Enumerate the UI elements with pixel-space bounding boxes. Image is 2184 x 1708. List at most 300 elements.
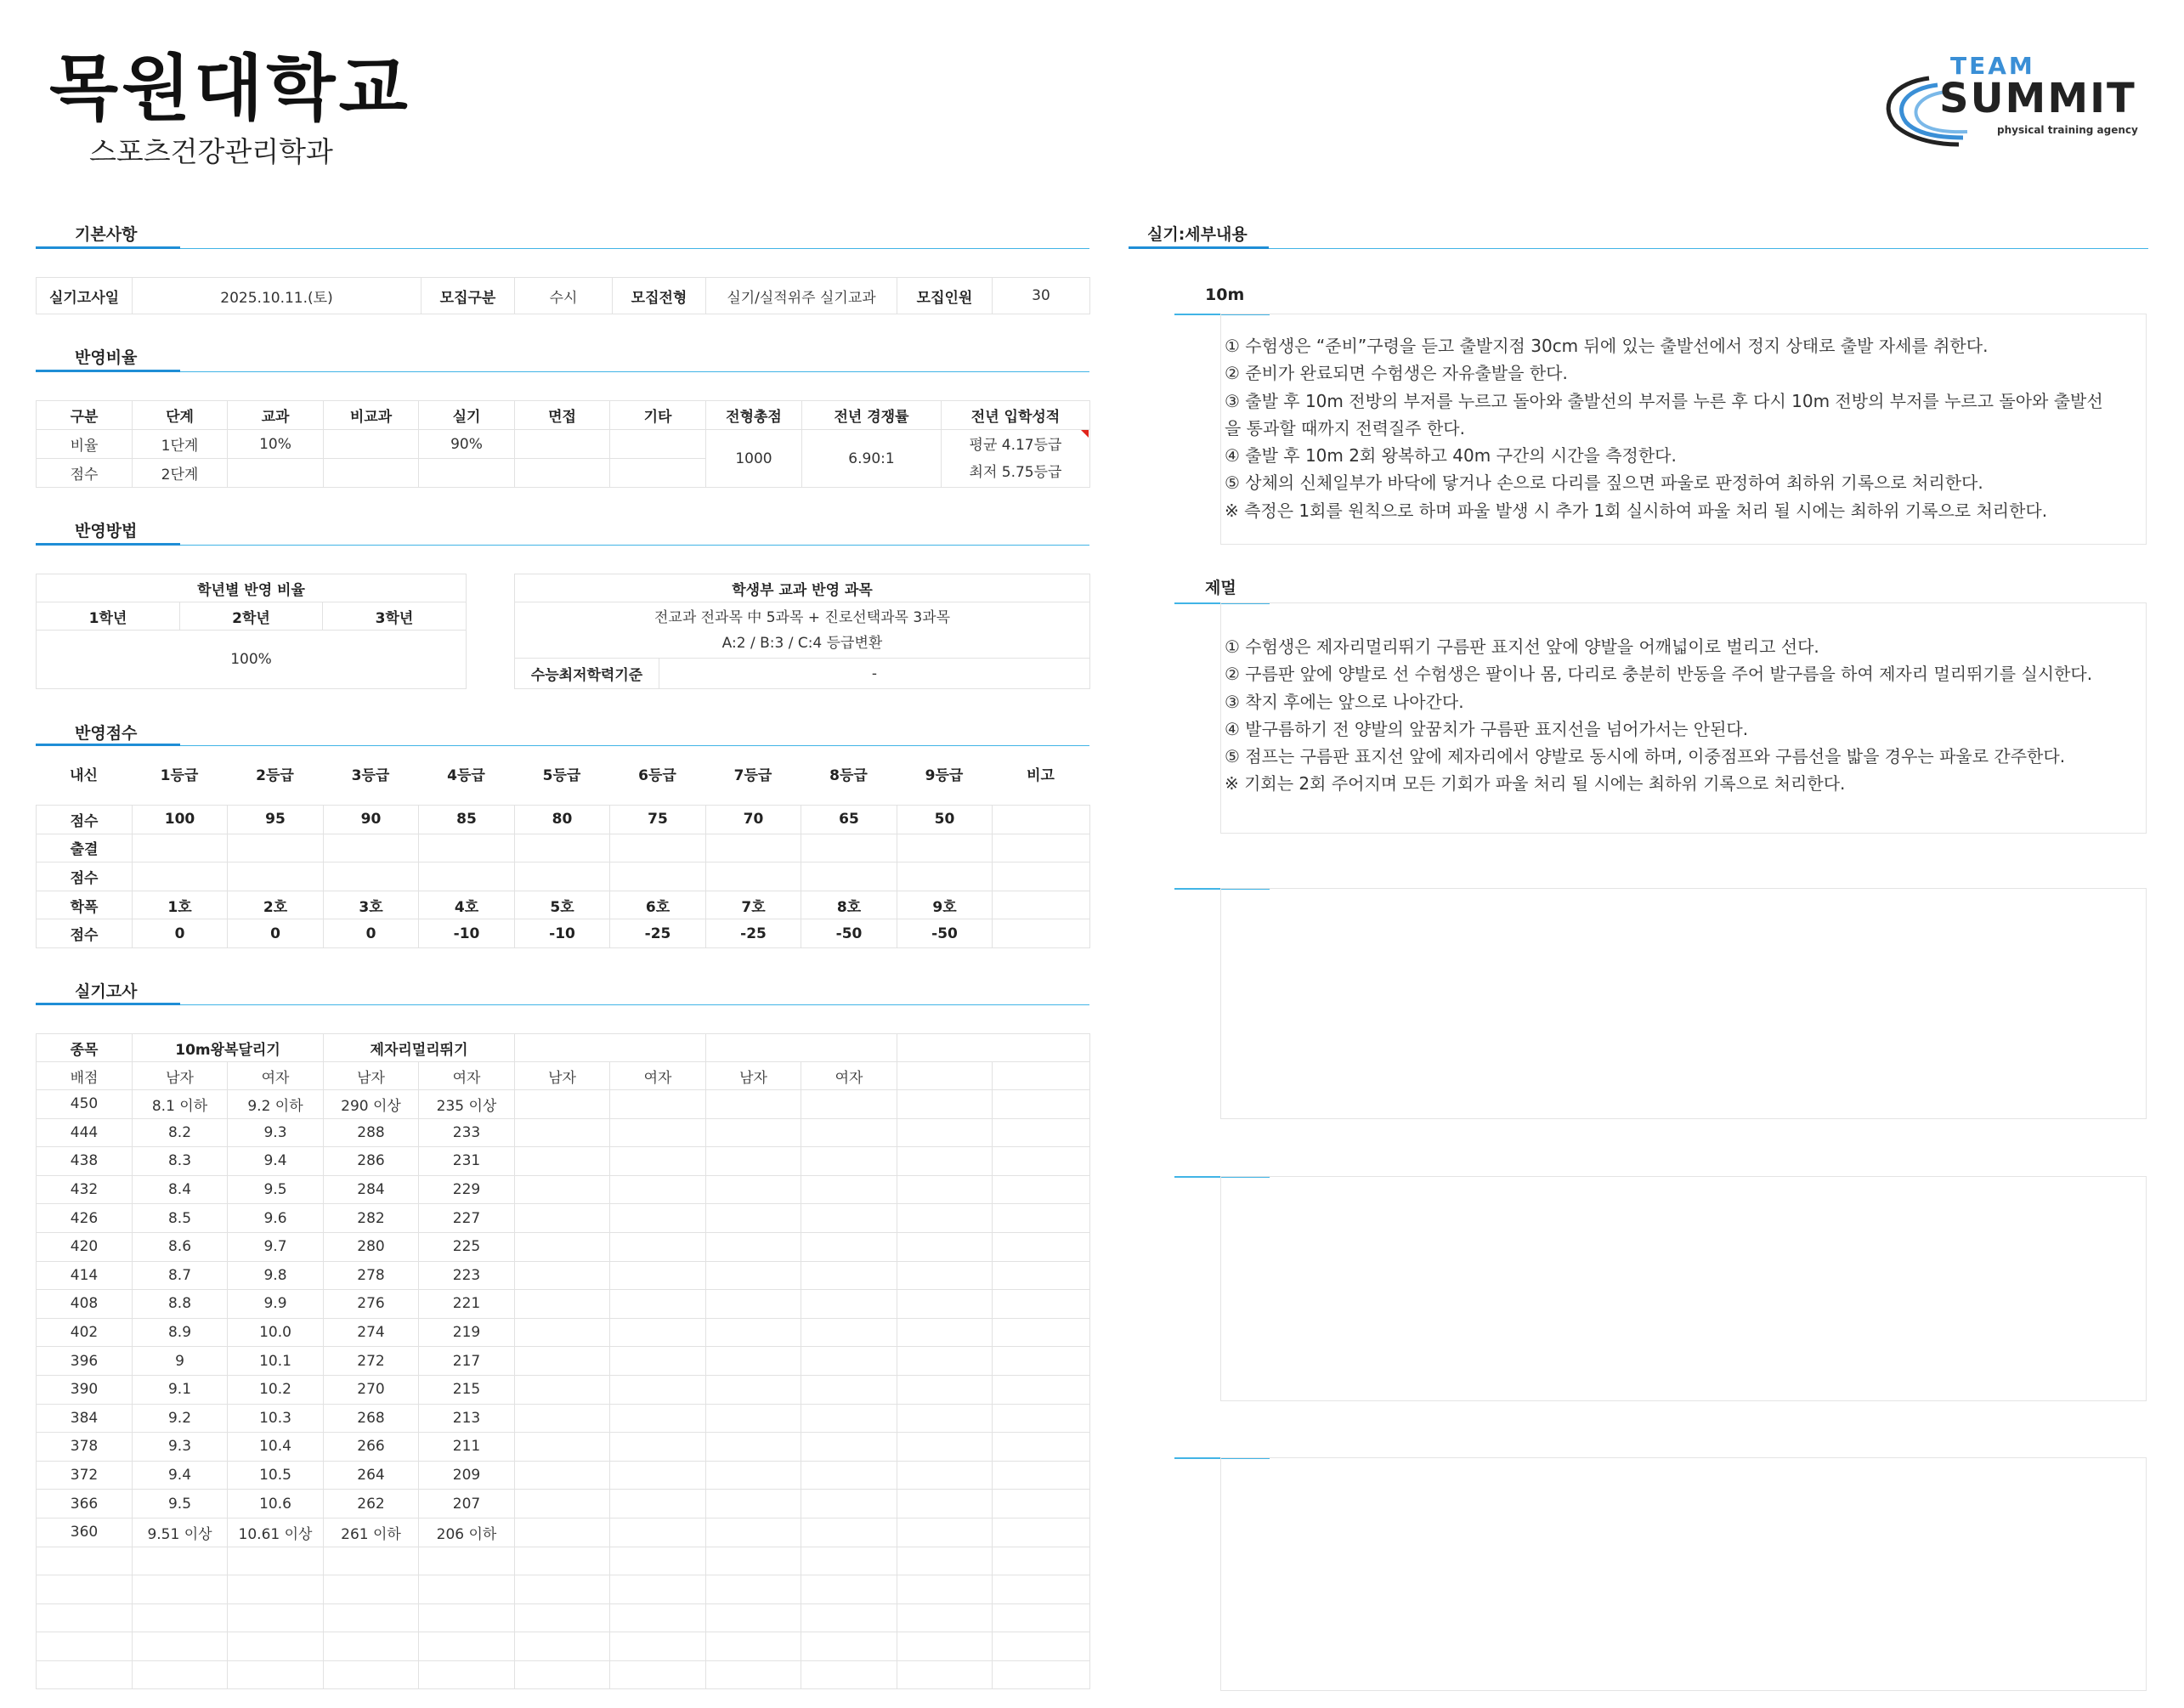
practical-cell bbox=[993, 1547, 1090, 1575]
practical-cell bbox=[324, 1575, 419, 1604]
scores-section-title: 반영점수 bbox=[75, 724, 138, 743]
practical-cell bbox=[706, 1204, 801, 1233]
practical-cell bbox=[37, 1575, 133, 1604]
score-cell: 학폭 bbox=[37, 891, 133, 919]
practical-cell: 396 bbox=[37, 1347, 133, 1376]
practical-cell bbox=[37, 1603, 133, 1632]
practical-cell bbox=[515, 1232, 610, 1261]
practical-cell: 8.8 bbox=[133, 1290, 228, 1319]
practical-row bbox=[37, 1261, 1090, 1290]
practical-cell bbox=[706, 1318, 801, 1347]
ratio-cell bbox=[228, 459, 324, 488]
year-header: 3학년 bbox=[323, 602, 467, 631]
score-cell: 70 bbox=[706, 806, 801, 834]
practical-cell bbox=[706, 1232, 801, 1261]
practical-row bbox=[37, 1147, 1090, 1176]
practical-cell bbox=[801, 1175, 897, 1204]
subject-table bbox=[514, 574, 1090, 689]
year-ratio-value: 100% bbox=[37, 631, 467, 689]
practical-cell: 282 bbox=[324, 1204, 419, 1233]
practical-row bbox=[37, 1547, 1090, 1575]
recruit-track-label: 모집전형 bbox=[613, 278, 706, 314]
practical-cell: 280 bbox=[324, 1232, 419, 1261]
ratio-header: 기타 bbox=[610, 401, 706, 430]
practical-cell bbox=[897, 1404, 993, 1433]
ratio-header: 실기 bbox=[419, 401, 515, 430]
details-section-divider bbox=[1129, 248, 2148, 249]
detail-line: ④ 출발 후 10m 2회 왕복하고 40m 구간의 시간을 측정한다. bbox=[1225, 445, 1677, 467]
practical-cell bbox=[801, 1118, 897, 1147]
practical-cell bbox=[610, 1147, 706, 1176]
practical-cell bbox=[993, 1090, 1090, 1119]
detail-line: ③ 착지 후에는 앞으로 나아간다. bbox=[1225, 691, 1464, 712]
practical-cell bbox=[610, 1632, 706, 1661]
practical-cell bbox=[801, 1318, 897, 1347]
score-cell bbox=[993, 834, 1090, 862]
practical-cell bbox=[228, 1632, 324, 1661]
attendance-row bbox=[37, 834, 1090, 862]
practical-cell bbox=[897, 1660, 993, 1689]
score-cell bbox=[228, 834, 324, 862]
practical-cell bbox=[801, 1461, 897, 1490]
practical-cell: 221 bbox=[419, 1290, 515, 1319]
practical-cell: 8.9 bbox=[133, 1318, 228, 1347]
practical-cell bbox=[515, 1375, 610, 1404]
ratio-header: 전년 경쟁률 bbox=[802, 401, 942, 430]
practical-sub-header: 남자 bbox=[324, 1062, 419, 1090]
practical-cell bbox=[801, 1404, 897, 1433]
score-cell: -50 bbox=[801, 919, 897, 948]
practical-row bbox=[37, 1518, 1090, 1547]
practical-cell bbox=[515, 1318, 610, 1347]
practical-cell bbox=[133, 1660, 228, 1689]
practical-cell bbox=[228, 1547, 324, 1575]
score-cell bbox=[801, 834, 897, 862]
score-cell: 5호 bbox=[515, 891, 610, 919]
score-cell: 0 bbox=[324, 919, 419, 948]
ratio-section-title: 반영비율 bbox=[75, 348, 138, 367]
csat-label: 수능최저학력기준 bbox=[515, 659, 659, 689]
score-cell bbox=[419, 834, 515, 862]
score-cell: 0 bbox=[228, 919, 324, 948]
practical-cell bbox=[610, 1347, 706, 1376]
practical-cell: 268 bbox=[324, 1404, 419, 1433]
practical-cell bbox=[993, 1461, 1090, 1490]
score-cell: 3호 bbox=[324, 891, 419, 919]
score-cell bbox=[133, 834, 228, 862]
practical-cell bbox=[610, 1204, 706, 1233]
practical-section-divider bbox=[36, 1004, 1089, 1005]
practical-cell bbox=[610, 1603, 706, 1632]
practical-cell bbox=[610, 1375, 706, 1404]
practical-cell bbox=[993, 1375, 1090, 1404]
practical-cell bbox=[801, 1375, 897, 1404]
practical-cell bbox=[515, 1347, 610, 1376]
practical-cell bbox=[515, 1518, 610, 1547]
practical-cell: 9 bbox=[133, 1347, 228, 1376]
practical-cell: 270 bbox=[324, 1375, 419, 1404]
practical-cell bbox=[801, 1660, 897, 1689]
practical-cell: 284 bbox=[324, 1175, 419, 1204]
scores-header: 내신 bbox=[70, 766, 98, 784]
practical-cell: 8.6 bbox=[133, 1232, 228, 1261]
practical-sub-header: 배점 bbox=[37, 1062, 133, 1090]
practical-cell bbox=[419, 1575, 515, 1604]
subjects-line-1: 전교과 전과목 中 5과목 + 진로선택과목 3과목 bbox=[654, 608, 951, 626]
score-cell bbox=[610, 834, 706, 862]
basic-section-title: 기본사항 bbox=[75, 225, 138, 244]
practical-cell bbox=[610, 1118, 706, 1147]
practical-cell: 402 bbox=[37, 1318, 133, 1347]
practical-cell: 235 이상 bbox=[419, 1090, 515, 1119]
practical-cell: 10.5 bbox=[228, 1461, 324, 1490]
score-cell: -10 bbox=[419, 919, 515, 948]
practical-cell bbox=[133, 1547, 228, 1575]
practical-cell bbox=[897, 1433, 993, 1462]
practical-sub-header: 여자 bbox=[610, 1062, 706, 1090]
scores-section-divider bbox=[36, 745, 1089, 746]
subjects-line-2: A:2 / B:3 / C:4 등급변환 bbox=[721, 634, 883, 652]
practical-cell: 438 bbox=[37, 1147, 133, 1176]
score-cell: 65 bbox=[801, 806, 897, 834]
practical-cell: 290 이상 bbox=[324, 1090, 419, 1119]
practical-cell bbox=[801, 1518, 897, 1547]
ratio-cell bbox=[324, 459, 419, 488]
practical-row bbox=[37, 1118, 1090, 1147]
comment-indicator[interactable] bbox=[1081, 430, 1089, 438]
practical-cell: 272 bbox=[324, 1347, 419, 1376]
practical-section-title: 실기고사 bbox=[75, 982, 138, 1001]
practical-cell: 274 bbox=[324, 1318, 419, 1347]
score-cell bbox=[324, 862, 419, 891]
practical-cell: 390 bbox=[37, 1375, 133, 1404]
event-2-detail-text bbox=[1225, 633, 2092, 798]
detail-line: ① 수험생은 “준비”구령을 듣고 출발지점 30cm 뒤에 있는 출발선에서 정지 상태로 출발 자세를 취한다. bbox=[1225, 336, 1989, 356]
practical-cell bbox=[801, 1261, 897, 1290]
practical-cell bbox=[993, 1490, 1090, 1519]
practical-cell bbox=[133, 1632, 228, 1661]
score-cell: 100 bbox=[133, 806, 228, 834]
practical-cell bbox=[419, 1632, 515, 1661]
practical-cell bbox=[993, 1261, 1090, 1290]
score-cell: 85 bbox=[419, 806, 515, 834]
subjects-title: 학생부 교과 반영 과목 bbox=[515, 574, 1090, 602]
practical-cell: 9.9 bbox=[228, 1290, 324, 1319]
scores-header: 3등급 bbox=[351, 766, 390, 784]
practical-cell: 366 bbox=[37, 1490, 133, 1519]
score-cell bbox=[993, 862, 1090, 891]
method-section-title: 반영방법 bbox=[75, 522, 138, 540]
practical-cell bbox=[515, 1461, 610, 1490]
detail-line: ② 구름판 앞에 양발로 선 수험생은 팔이나 몸, 다리로 충분히 반동을 주어 발구름을 하여 제자리 멀리뛰기를 실시한다. bbox=[1225, 664, 2093, 685]
practical-cell bbox=[801, 1490, 897, 1519]
practical-cell bbox=[706, 1632, 801, 1661]
detail-line: ※ 측정은 1회를 원칙으로 하며 파울 발생 시 추가 1회 실시하여 파울 처리 될 시에는 최하위 기록으로 처리한다. bbox=[1225, 500, 2048, 521]
practical-cell bbox=[610, 1518, 706, 1547]
practical-cell bbox=[610, 1490, 706, 1519]
practical-cell: 8.7 bbox=[133, 1261, 228, 1290]
scores-header: 6등급 bbox=[638, 766, 676, 784]
practical-cell: 288 bbox=[324, 1118, 419, 1147]
practical-cell bbox=[515, 1603, 610, 1632]
practical-cell bbox=[897, 1490, 993, 1519]
detail-line: ※ 기회는 2회 주어지며 모든 기회가 파울 처리 될 시에는 최하위 기록으로 처리한다. bbox=[1225, 773, 1846, 795]
practical-cell: 414 bbox=[37, 1261, 133, 1290]
practical-sub-header: 남자 bbox=[133, 1062, 228, 1090]
practical-cell bbox=[228, 1603, 324, 1632]
practical-cell bbox=[993, 1204, 1090, 1233]
practical-cell bbox=[324, 1632, 419, 1661]
score-cell bbox=[993, 919, 1090, 948]
practical-cell bbox=[993, 1232, 1090, 1261]
score-cell: 7호 bbox=[706, 891, 801, 919]
practical-cell bbox=[897, 1547, 993, 1575]
practical-cell bbox=[610, 1660, 706, 1689]
practical-row bbox=[37, 1318, 1090, 1347]
practical-cell bbox=[993, 1318, 1090, 1347]
practical-sub-header: 여자 bbox=[228, 1062, 324, 1090]
practical-cell: 227 bbox=[419, 1204, 515, 1233]
practical-cell: 278 bbox=[324, 1261, 419, 1290]
practical-cell bbox=[897, 1261, 993, 1290]
practical-table bbox=[36, 1033, 1090, 1689]
score-cell bbox=[515, 834, 610, 862]
practical-row bbox=[37, 1090, 1090, 1119]
practical-cell bbox=[897, 1347, 993, 1376]
practical-cell bbox=[993, 1175, 1090, 1204]
practical-sub-header: 남자 bbox=[515, 1062, 610, 1090]
score-cell: 점수 bbox=[37, 919, 133, 948]
practical-cell: 213 bbox=[419, 1404, 515, 1433]
practical-cell: 10.2 bbox=[228, 1375, 324, 1404]
practical-cell: 9.4 bbox=[228, 1147, 324, 1176]
recruit-track-value: 실기/실적위주 실기교과 bbox=[706, 278, 897, 314]
practical-cell bbox=[515, 1261, 610, 1290]
practical-sub-header-row bbox=[37, 1062, 1090, 1090]
practical-row bbox=[37, 1632, 1090, 1661]
exam-date-label: 실기고사일 bbox=[37, 278, 133, 314]
practical-cell: 10.1 bbox=[228, 1347, 324, 1376]
score-cell: -50 bbox=[897, 919, 993, 948]
ratio-header: 전형총점 bbox=[706, 401, 802, 430]
score-cell bbox=[706, 862, 801, 891]
detail-line: ⑤ 상체의 신체일부가 바닥에 닿거나 손으로 다리를 짚으면 파울로 판정하여 최하위 기록으로 처리한다. bbox=[1225, 472, 1983, 494]
school-violence-row bbox=[37, 891, 1090, 919]
practical-cell bbox=[706, 1660, 801, 1689]
ratio-cell: 2단계 bbox=[133, 459, 228, 488]
practical-cell bbox=[801, 1347, 897, 1376]
practical-cell bbox=[993, 1290, 1090, 1319]
ratio-cell: 1단계 bbox=[133, 430, 228, 459]
practical-cell: 408 bbox=[37, 1290, 133, 1319]
score-cell: 50 bbox=[897, 806, 993, 834]
practical-cell: 262 bbox=[324, 1490, 419, 1519]
event-4-name bbox=[706, 1034, 897, 1062]
practical-cell: 264 bbox=[324, 1461, 419, 1490]
practical-cell: 229 bbox=[419, 1175, 515, 1204]
practical-cell bbox=[801, 1575, 897, 1604]
practical-cell: 8.5 bbox=[133, 1204, 228, 1233]
ratio-cell bbox=[610, 459, 706, 488]
practical-cell bbox=[706, 1261, 801, 1290]
practical-cell bbox=[419, 1660, 515, 1689]
score-cell bbox=[228, 862, 324, 891]
score-cell: 95 bbox=[228, 806, 324, 834]
practical-cell bbox=[610, 1461, 706, 1490]
score-cell bbox=[515, 862, 610, 891]
practical-cell bbox=[993, 1575, 1090, 1604]
practical-cell: 276 bbox=[324, 1290, 419, 1319]
practical-cell bbox=[801, 1232, 897, 1261]
practical-row bbox=[37, 1232, 1090, 1261]
score-cell bbox=[801, 862, 897, 891]
practical-cell: 233 bbox=[419, 1118, 515, 1147]
practical-sub-header bbox=[993, 1062, 1090, 1090]
details-section-title: 실기:세부내용 bbox=[1147, 225, 1248, 244]
practical-cell bbox=[706, 1490, 801, 1519]
detail-line: ③ 출발 후 10m 전방의 부저를 누르고 돌아와 출발선의 부저를 누른 후 다시 10m 전방의 부저를 누르고 돌아와 출발선 bbox=[1225, 390, 2103, 411]
practical-sub-header: 남자 bbox=[706, 1062, 801, 1090]
practical-cell: 215 bbox=[419, 1375, 515, 1404]
practical-cell bbox=[610, 1261, 706, 1290]
practical-cell bbox=[706, 1547, 801, 1575]
score-cell bbox=[897, 834, 993, 862]
score-cell: -25 bbox=[706, 919, 801, 948]
practical-cell bbox=[993, 1603, 1090, 1632]
practical-cell bbox=[801, 1603, 897, 1632]
practical-cell bbox=[993, 1660, 1090, 1689]
year-header: 2학년 bbox=[180, 602, 323, 631]
practical-cell bbox=[706, 1375, 801, 1404]
practical-cell bbox=[706, 1147, 801, 1176]
practical-row bbox=[37, 1660, 1090, 1689]
practical-cell: 219 bbox=[419, 1318, 515, 1347]
score-cell bbox=[324, 834, 419, 862]
practical-cell bbox=[897, 1632, 993, 1661]
score-cell: 0 bbox=[133, 919, 228, 948]
practical-cell: 8.3 bbox=[133, 1147, 228, 1176]
practical-cell: 10.0 bbox=[228, 1318, 324, 1347]
ratio-cell bbox=[515, 430, 610, 459]
score-cell bbox=[993, 891, 1090, 919]
ratio-cell: 비율 bbox=[37, 430, 133, 459]
ratio-cell: 90% bbox=[419, 430, 515, 459]
score-cell: 90 bbox=[324, 806, 419, 834]
practical-cell bbox=[897, 1147, 993, 1176]
practical-cell bbox=[801, 1147, 897, 1176]
practical-cell bbox=[993, 1518, 1090, 1547]
practical-cell bbox=[706, 1461, 801, 1490]
detail-line: ① 수험생은 제자리멀리뛰기 구름판 표지선 앞에 양발을 어깨넓이로 벌리고 선다. bbox=[1225, 636, 1819, 657]
practical-cell bbox=[610, 1547, 706, 1575]
event-1-name: 10m왕복달리기 bbox=[133, 1034, 324, 1062]
method-section-divider bbox=[36, 545, 1089, 546]
practical-cell bbox=[515, 1632, 610, 1661]
practical-cell: 286 bbox=[324, 1147, 419, 1176]
practical-cell bbox=[610, 1318, 706, 1347]
recruit-type-label: 모집구분 bbox=[422, 278, 515, 314]
practical-cell bbox=[515, 1175, 610, 1204]
event-3-name bbox=[515, 1034, 706, 1062]
scores-header: 2등급 bbox=[256, 766, 294, 784]
event-2-detail-title: 제멀 bbox=[1205, 579, 1236, 597]
practical-cell bbox=[706, 1175, 801, 1204]
practical-cell: 223 bbox=[419, 1261, 515, 1290]
score-cell bbox=[133, 862, 228, 891]
event-5-detail-box bbox=[1220, 1457, 2147, 1691]
practical-cell: 444 bbox=[37, 1118, 133, 1147]
logo-team-text: TEAM bbox=[1950, 53, 2035, 80]
csat-value: - bbox=[659, 659, 1090, 689]
practical-cell bbox=[515, 1090, 610, 1119]
competition-value: 6.90:1 bbox=[802, 430, 942, 488]
score-cell: -25 bbox=[610, 919, 706, 948]
practical-cell bbox=[706, 1404, 801, 1433]
practical-cell: 8.2 bbox=[133, 1118, 228, 1147]
practical-sub-header bbox=[897, 1062, 993, 1090]
department-title: 스포츠건강관리학과 bbox=[89, 135, 333, 168]
ratio-header: 교과 bbox=[228, 401, 324, 430]
practical-cell: 9.5 bbox=[133, 1490, 228, 1519]
practical-cell bbox=[897, 1232, 993, 1261]
practical-cell bbox=[897, 1575, 993, 1604]
practical-cell bbox=[515, 1118, 610, 1147]
practical-cell bbox=[801, 1632, 897, 1661]
score-cell: 80 bbox=[515, 806, 610, 834]
practical-cell bbox=[706, 1290, 801, 1319]
practical-cell bbox=[897, 1461, 993, 1490]
practical-cell: 261 이하 bbox=[324, 1518, 419, 1547]
practical-cell bbox=[324, 1547, 419, 1575]
scores-header: 5등급 bbox=[542, 766, 581, 784]
practical-cell: 10.61 이상 bbox=[228, 1518, 324, 1547]
practical-cell bbox=[897, 1175, 993, 1204]
scores-header: 7등급 bbox=[733, 766, 772, 784]
detail-line: 을 통과할 때까지 전력질주 한다. bbox=[1225, 417, 1465, 438]
practical-row bbox=[37, 1404, 1090, 1433]
year-ratio-title: 학년별 반영 비율 bbox=[37, 574, 467, 602]
practical-cell bbox=[133, 1603, 228, 1632]
practical-cell bbox=[37, 1547, 133, 1575]
ratio-cell bbox=[610, 430, 706, 459]
practical-cell bbox=[419, 1603, 515, 1632]
practical-row bbox=[37, 1575, 1090, 1604]
practical-cell: 420 bbox=[37, 1232, 133, 1261]
practical-cell bbox=[897, 1603, 993, 1632]
practical-row bbox=[37, 1204, 1090, 1233]
ratio-header: 구분 bbox=[37, 401, 133, 430]
practical-cell bbox=[897, 1318, 993, 1347]
practical-cell bbox=[801, 1290, 897, 1319]
practical-cell bbox=[515, 1147, 610, 1176]
score-cell: 점수 bbox=[37, 806, 133, 834]
quota-value: 30 bbox=[993, 278, 1090, 314]
logo-tagline-text: physical training agency bbox=[1997, 124, 2138, 136]
event-label: 종목 bbox=[37, 1034, 133, 1062]
score-cell bbox=[706, 834, 801, 862]
practical-cell: 9.3 bbox=[228, 1118, 324, 1147]
scores-header: 4등급 bbox=[447, 766, 485, 784]
practical-cell bbox=[610, 1232, 706, 1261]
score-cell: -10 bbox=[515, 919, 610, 948]
practical-cell bbox=[897, 1290, 993, 1319]
score-cell: 2호 bbox=[228, 891, 324, 919]
practical-cell bbox=[706, 1347, 801, 1376]
practical-cell bbox=[610, 1433, 706, 1462]
practical-cell bbox=[228, 1660, 324, 1689]
practical-cell: 9.5 bbox=[228, 1175, 324, 1204]
event-3-detail-box bbox=[1220, 888, 2147, 1119]
